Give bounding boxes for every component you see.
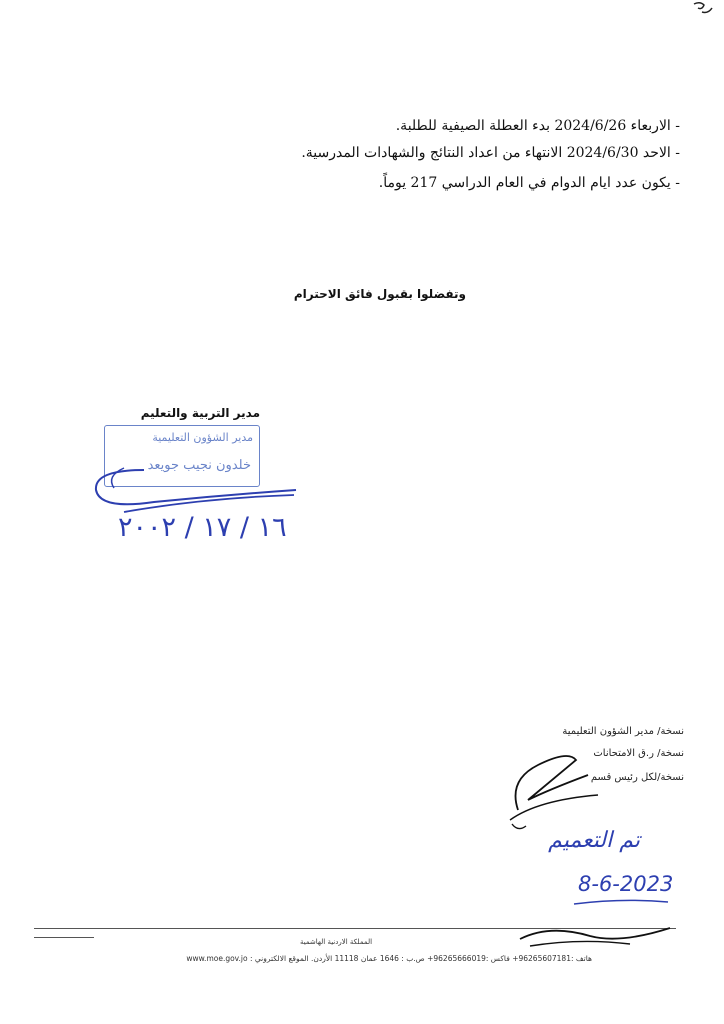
copies-signature-icon: [498, 740, 608, 840]
signature-scribble-icon: [84, 440, 304, 520]
footer-divider-short: [34, 937, 94, 938]
handwritten-note: تم التعميم: [548, 828, 640, 853]
director-title: مدير التربية والتعليم: [140, 406, 260, 420]
date-underline: [572, 896, 672, 908]
body-line-2: - الاحد 2024/6/30 الانتهاء من اعداد النتائج والشهادات المدرسية.: [301, 145, 680, 161]
closing-line: وتفضلوا بقبول فائق الاحترام: [293, 287, 466, 301]
footer-country: المملكة الاردنية الهاشمية: [300, 938, 373, 946]
handwritten-date: 8-6-2023: [578, 872, 674, 896]
corner-mark-icon: [688, 0, 716, 22]
footer-signature-icon: [510, 914, 680, 954]
body-line-3: - يكون عدد ايام الدوام في العام الدراسي 217 يوماً.: [378, 175, 680, 191]
stamp-name: خلدون نجيب جويعد: [147, 458, 251, 473]
stamp-title: مدير الشؤون التعليمية: [152, 431, 253, 444]
copy-line-1: نسخة/ مدير الشؤون التعليمية: [562, 726, 684, 737]
body-line-1: - الاربعاء 2024/6/26 بدء العطلة الصيفية للطلبة.: [395, 118, 680, 134]
footer-contact: هاتف :96265607181+ فاكس :96265666019+ ص.ب : 1646 عمان 11118 الأردن. الموقع الالكتروني : www.moe.gov.jo: [186, 954, 592, 963]
copy-line-2: نسخة/ ر.ق الامتحانات: [593, 748, 684, 759]
copy-line-3: نسخة/لكل رئيس قسم: [590, 772, 684, 783]
handwritten-number: ١٦ / ١٧ / ٢٠٠٢: [118, 512, 287, 543]
